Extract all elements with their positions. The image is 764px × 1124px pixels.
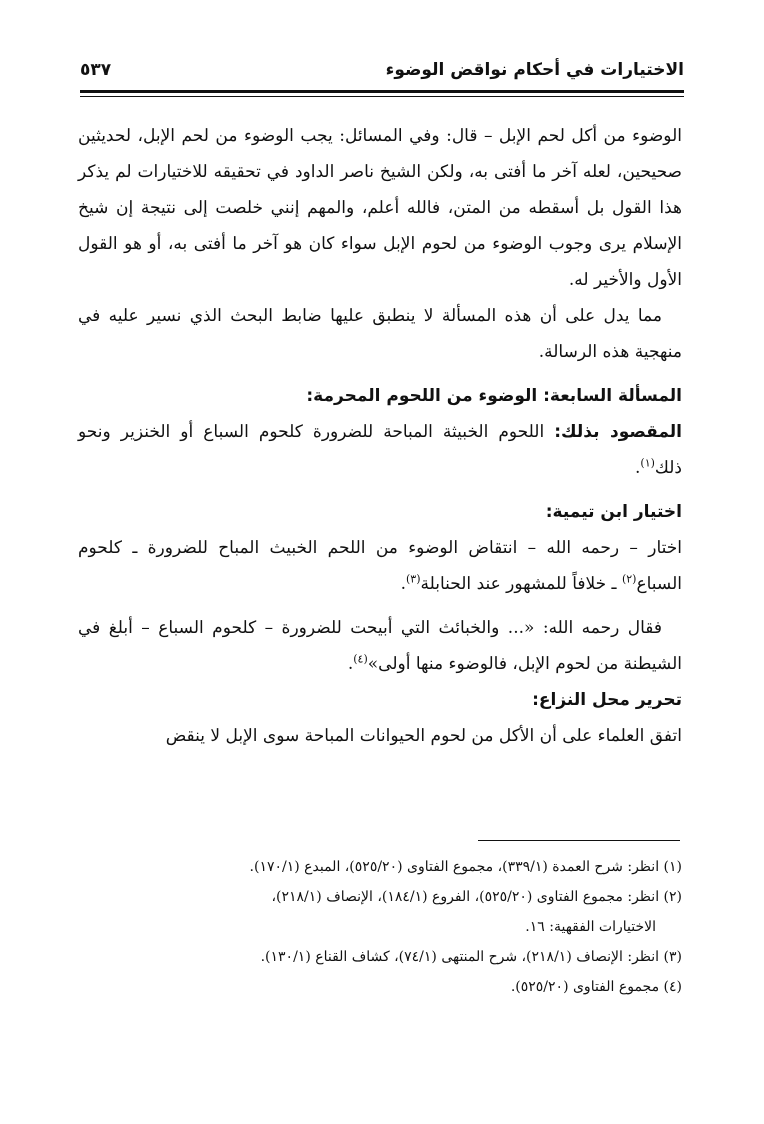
paragraph-3: المقصود بذلك: اللحوم الخبيثة المباحة للضرورة كلحوم السباع أو الخنزير ونحو ذلك$^{(١)}$. [78, 422, 682, 478]
footnotes [78, 852, 682, 1002]
footnote-ref-3[interactable]: (٣) [405, 572, 421, 586]
footnote-ref-4[interactable]: (٤) [353, 652, 368, 666]
paragraph-1: الوضوء من أكل لحم الإبل – قال: وفي المسائل: يجب الوضوء من لحم الإبل، لحديثين صحيحين، لعله آخر ما أفتى به، ولكن الشيخ ناصر الداود في تحقيقه للاختيارات لم يذكر هذا القول بل أسقطه من المتن، فالله أعلم، والمهم إنني خلصت إلى نتيجة إن شيخ الإسلام يرى وجوب الوضوء من لحوم الإبل سواء كان هو آخر ما أفتى به، أو هو القول الأول والأخير له. [78, 126, 682, 290]
paragraph-2: مما يدل على أن هذه المسألة لا ينطبق عليها ضابط البحث الذي نسير عليه في منهجية هذه الرسالة. [78, 306, 682, 362]
choice-text-continued: ـ خلافاً للمشهور عند الحنابلة [420, 574, 622, 594]
footnote-4: (٤) مجموع الفتاوى (٥٢٥/٢٠). [510, 979, 682, 995]
footnote-1: (١) انظر: شرح العمدة (٣٣٩/١)، مجموع الفتاوى (٥٢٥/٢٠)، المبدع (١٧٠/١). [249, 859, 682, 875]
paragraph-5: فقال رحمه الله: «... والخبائث التي أبيحت للضرورة – كلحوم السباع – أبلغ في الشيطنة من لحوم الإبل، فالوضوء منها أولى»$^{(٤)}$. [78, 618, 682, 674]
footnote-ref-2[interactable]: (٢) [621, 572, 637, 586]
footnote-ref-1[interactable]: (١) [640, 456, 655, 470]
definition-text: اللحوم الخبيثة المباحة للضرورة كلحوم السباع أو الخنزير ونحو ذلك [78, 422, 682, 478]
paragraph-6: اتفق العلماء على أن الأكل من لحوم الحيوانات المباحة سوى الإبل لا ينقض [165, 726, 682, 746]
section-heading-seventh-issue: المسألة السابعة: الوضوء من اللحوم المحرمة: [306, 386, 682, 406]
running-header [80, 58, 684, 88]
header-rule-thin [80, 96, 684, 97]
footnote-3: (٣) انظر: الإنصاف (٢١٨/١)، شرح المنتهى (٧٤/١)، كشاف القناع (١٣٠/١). [260, 949, 682, 965]
main-text [78, 118, 682, 754]
paragraph-4: اختار – رحمه الله – انتقاض الوضوء من اللحم الخبيث المباح للضرورة ـ كلحوم السباع$^{(٢)}$ ـ خلافاً للمشهور عند الحنابلة$^{(٣)}$. [78, 538, 682, 594]
footnote-2-continued: الاختيارات الفقهية: ١٦. [525, 919, 656, 935]
header-rule-thick [80, 90, 684, 93]
section-heading-point-of-dispute: تحرير محل النزاع: [532, 690, 682, 710]
running-title: الاختيارات في أحكام نواقض الوضوء [385, 60, 684, 80]
page-number: ٥٣٧ [80, 60, 112, 80]
footnote-2: (٢) انظر: مجموع الفتاوى (٥٢٥/٢٠)، الفروع (١٨٤/١)، الإنصاف (٢١٨/١)، [271, 889, 682, 905]
section-heading-ibn-taymiyyah-choice: اختيار ابن تيمية: [545, 502, 682, 522]
choice-text: اختار – رحمه الله – انتقاض الوضوء من اللحم الخبيث المباح للضرورة ـ كلحوم السباع [78, 538, 682, 594]
definition-label: المقصود بذلك: [554, 422, 682, 442]
quote-text: فقال رحمه الله: «... والخبائث التي أبيحت للضرورة – كلحوم السباع – أبلغ في الشيطنة من لحوم الإبل، فالوضوء منها أولى» [78, 618, 682, 674]
footnote-separator [478, 840, 680, 841]
